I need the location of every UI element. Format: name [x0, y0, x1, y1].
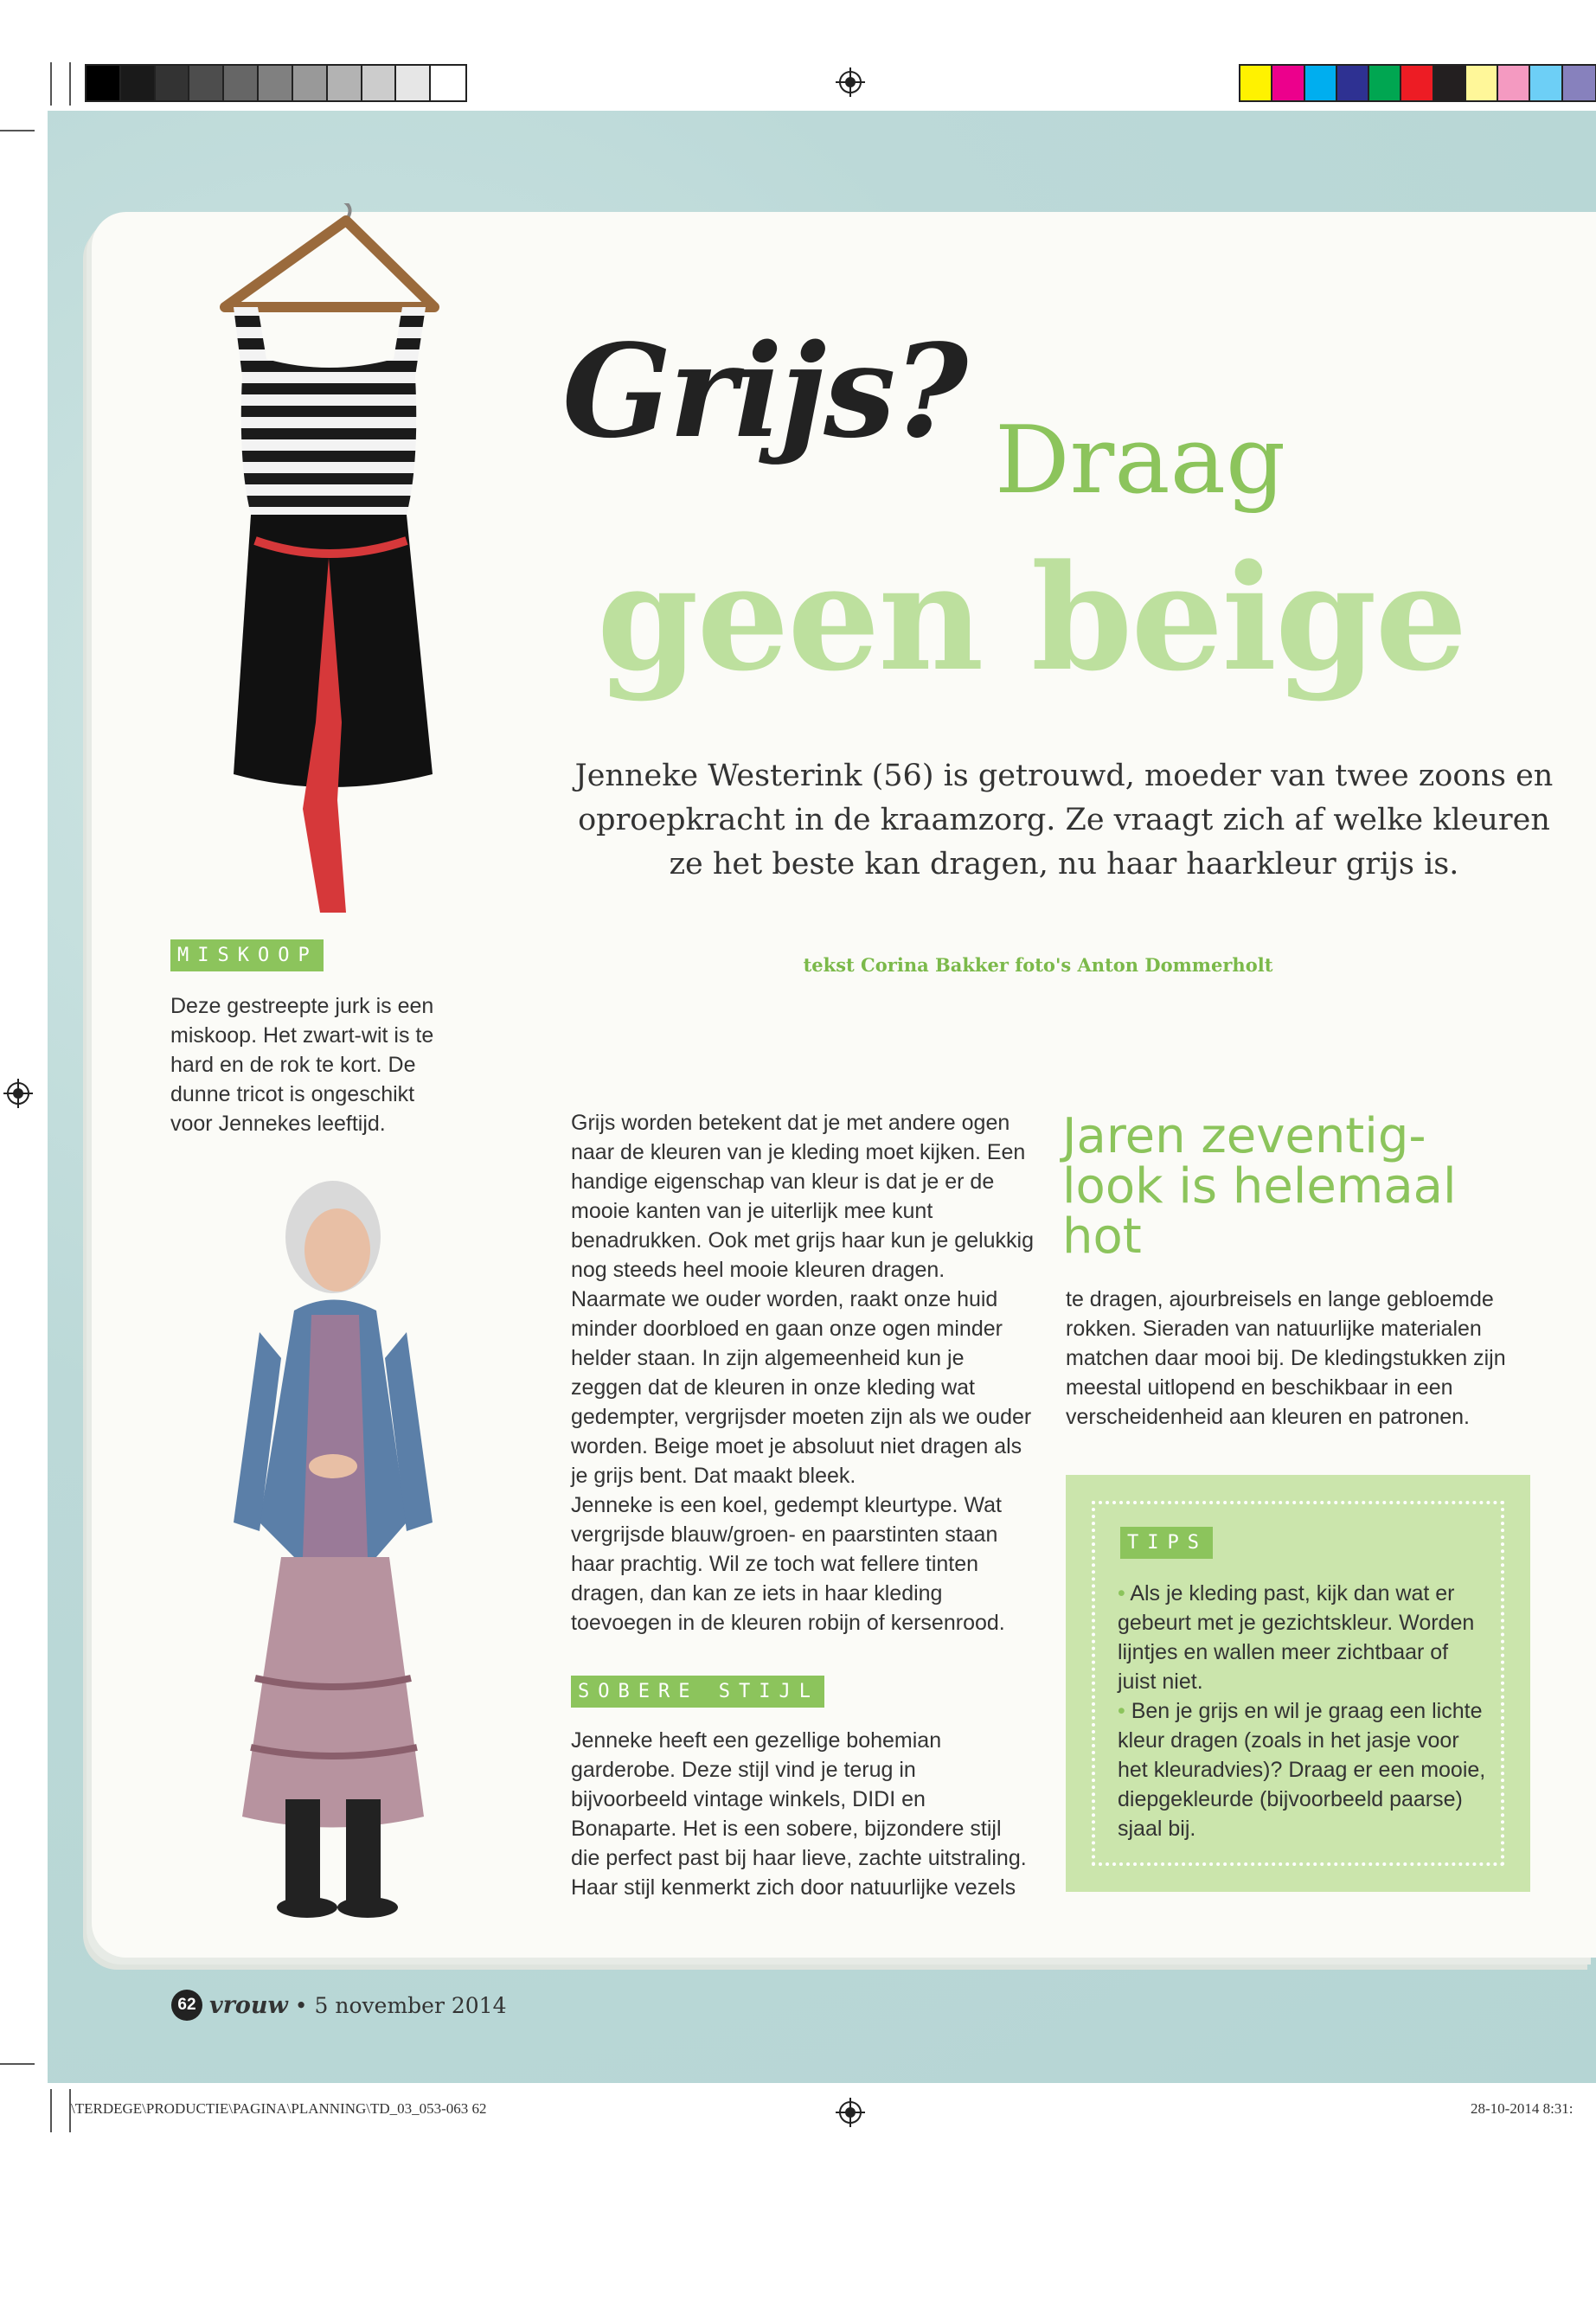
gray-swatch — [431, 66, 465, 100]
title-geen-beige: geen beige — [597, 532, 1466, 703]
color-swatch — [1530, 66, 1562, 100]
tips-box — [1066, 1475, 1530, 1892]
gray-swatch — [87, 66, 121, 100]
miskoop-label: MISKOOP — [170, 939, 324, 971]
gray-swatch — [189, 66, 224, 100]
color-swatch — [1401, 66, 1433, 100]
title-grijs: Grijs? — [562, 316, 966, 466]
color-swatch — [1337, 66, 1369, 100]
color-swatch — [1498, 66, 1530, 100]
color-swatch — [1434, 66, 1466, 100]
gray-swatch — [259, 66, 293, 100]
registration-mark-bottom — [836, 2098, 865, 2127]
page-number: 62 — [171, 1990, 202, 2021]
folio — [171, 1990, 507, 2021]
color-swatch — [1369, 66, 1401, 100]
color-calibration-strip — [1239, 64, 1596, 102]
sobere-paragraph-1: Jenneke heeft een gezellige bohemian garderobe. Deze stijl vind je terug in bijvoorbeeld vintage winkels, DIDI en Bonaparte. Het is een sobere, bijzondere stijl die perfect past bij haar lieve, zachte uitstraling. — [571, 1728, 1027, 1870]
subhead: Jaren zeventig-look is helemaal hot — [1062, 1108, 1457, 1265]
intro-text: Jenneke Westerink (56) is getrouwd, moeder van twee zoons en oproepkracht in de kraamzorg. Ze vraagt zich af welke kleuren ze het beste kan dragen, nu haar haarkleur grijs is. — [574, 759, 1554, 881]
tips-item-2: • Ben je grijs en wil je graag een lichte kleur dragen (zoals in het jasje voor het kleuradvies)? Draag er een mooie, diepgekleurde (bijvoorbeeld paarse) sjaal bij. — [1118, 1699, 1486, 1841]
jenneke-portrait-image — [190, 1159, 484, 1920]
miskoop-text: Deze gestreepte jurk is een miskoop. Het zwart-wit is te hard en de rok te kort. De dunne tricot is ongeschikt voor Jennekes leeftijd. — [170, 994, 434, 1136]
gray-swatch — [328, 66, 362, 100]
color-swatch — [1240, 66, 1272, 100]
gray-swatch — [362, 66, 397, 100]
gray-swatch — [121, 66, 156, 100]
tips-item-1: • Als je kleding past, kijk dan wat er gebeurt met je gezichtskleur. Worden lijntjes en wallen meer zichtbaar of juist niet. — [1118, 1581, 1475, 1694]
color-swatch — [1466, 66, 1498, 100]
sobere-stijl-label: SOBERE STIJL — [571, 1676, 824, 1708]
registration-mark-left — [3, 1079, 33, 1108]
striped-dress-image — [199, 203, 458, 921]
gray-swatch — [396, 66, 431, 100]
color-swatch — [1272, 66, 1304, 100]
registration-mark-top — [836, 67, 865, 97]
slug-path: \TERDEGE\PRODUCTIE\PAGINA\PLANNING\TD_03_053-063 62 — [71, 2100, 487, 2117]
gray-swatch — [156, 66, 190, 100]
main-paragraph-1: Grijs worden betekent dat je met andere ogen naar de kleuren van je kleding moet kijken. Een handige eigenschap van kleur is dat je er de mooie kanten van je uiterlijk mee kunt benadrukken. Ook met grijs haar kun je gelukkig nog steeds heel mooie kleuren dragen. Naarmate we ouder worden, raakt onze huid minder doorbloed en gaan onze ogen minder helder staan. In zijn algemeenheid kun je zeggen dat de kleuren in onze kleding wat gedempter, vergrijsder moeten zijn als we ouder worden. Beige moet je absoluut niet dragen als je grijs bent. Dat maakt bleek. — [571, 1111, 1035, 1488]
slug-timestamp: 28-10-2014 8:31: — [1471, 2100, 1574, 2117]
bullet-icon: • — [1118, 1581, 1131, 1606]
issue-date: 5 november 2014 — [314, 1992, 507, 2018]
gray-calibration-strip — [85, 64, 467, 102]
gray-swatch — [293, 66, 328, 100]
tips-label: TIPS — [1120, 1527, 1213, 1559]
color-swatch — [1563, 66, 1595, 100]
credits: tekst Corina Bakker foto's Anton Dommerholt — [803, 954, 1273, 976]
gray-swatch — [224, 66, 259, 100]
right-column-text: te dragen, ajourbreisels en lange gebloemde rokken. Sieraden van natuurlijke materialen matchen daar mooi bij. De kledingstukken zijn meestal uitlopend en beschikbaar in een verscheidenheid aan kleuren en patronen. — [1066, 1287, 1506, 1429]
title-draag: Draag — [995, 407, 1286, 515]
main-paragraph-2: Jenneke is een koel, gedempt kleurtype. Wat vergrijsde blauw/groen- en paarstinten staan haar prachtig. Wil ze toch wat fellere tinten dragen, dan kan ze iets in haar kleding toevoegen in de kleuren robijn of kersenrood. — [571, 1493, 1005, 1635]
brand-logo: vrouw — [209, 1991, 288, 2019]
color-swatch — [1305, 66, 1337, 100]
sobere-paragraph-2: Haar stijl kenmerkt zich door natuurlijke vezels — [571, 1875, 1016, 1900]
bullet-icon: • — [1118, 1699, 1131, 1723]
folio-separator: • — [294, 1992, 308, 2018]
